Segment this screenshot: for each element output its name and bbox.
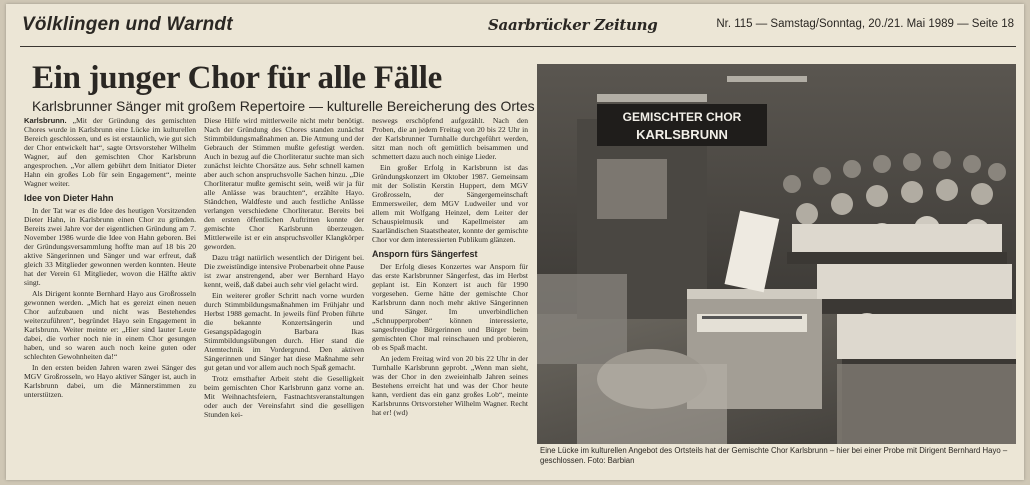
paragraph: An jedem Freitag wird von 20 bis 22 Uhr in der Turnhalle Karlsbrunn geprobt. „Wenn man sieht, was der Chor in den zweieinhalb Jahren seines Bestehens erreicht hat und was der Chor heute kann, verdient das ein ganz großes Lob“, meinte Karlsbrunns Ortsvorsteher Wilhelm Wagner. Recht hat er! (wd) <box>372 354 528 417</box>
dateline: Karlsbrunn. <box>24 116 67 125</box>
choir-rehearsal-image <box>537 64 1016 444</box>
masthead <box>6 4 1024 50</box>
paragraph: neswegs erschöpfend aufgezählt. Nach den Proben, die an jedem Freitag von 20 bis 22 Uhr in der Karlsbrunner Turnhalle durchgeführt werden, sitzt man noch oft gemütlich beisammen und schmettert dazu auch noch einige Lieder. <box>372 116 528 161</box>
subheadline: Karlsbrunner Sänger mit großem Repertoire — kulturelle Bereicherung des Ortes <box>32 98 535 114</box>
choir-photo <box>537 64 1016 444</box>
paragraph: Trotz ernsthafter Arbeit steht die Geselligkeit beim gemischten Chor Karlsbrunn ganz vorne an. Mit Weihnachtsfeiern, Fastnachtsveranstaltungen oder auch der Vereinsfahrt sind die geselligen Stunden kei- <box>204 374 364 419</box>
lead-paragraph <box>24 116 196 188</box>
paragraph: In den ersten beiden Jahren waren zwei Sänger des MGV Großrosseln, wo Hayo aktiver Sänger ist, auch in Karlsbrunn dabei, um die Männerstimmen zu unterstützen. <box>24 363 196 399</box>
masthead-rule <box>20 46 1016 47</box>
subheading-idee: Idee von Dieter Hahn <box>24 193 114 203</box>
lead-text: „Mit der Gründung des gemischten Chores wurde in Karlsbrunn eine Lücke im kulturellen Bereich geschlossen, und es ist erstaunlich, wie gut sich der Chor entwickelt hat“, sagte Ortsvorsteher Wilhelm Wagner, auf den gemischten Chor Karlsbrunn angesprochen. „Vor allem gebührt dem Initiator Dieter Hahn ein großes Lob für sein Engagement“, meinte Wagner weiter. <box>24 116 196 188</box>
article-column-1 <box>24 116 196 478</box>
paragraph: Ein weiterer großer Schritt nach vorne wurden durch Stimmbildungsmaßnahmen im Frühjahr und Herbst 1988 gemacht. In jeweils fünf Proben führte die bekannte Konzertsängerin und Gesangspädagogin Barbara Ikas Stimmbildungsübungen durch. Hier stand die Atemtechnik im Vordergrund. Den aktiven Sängerinnen und Sänger hat diese Maßnahme sehr gut getan und vor allem auch noch Spaß gemacht. <box>204 291 364 372</box>
newspaper-name: Saarbrücker Zeitung <box>488 16 658 34</box>
issue-line: Nr. 115 — Samstag/Sonntag, 20./21. Mai 1989 — Seite 18 <box>716 18 1014 30</box>
choir-banner-line2: KARLSBRUNN <box>636 127 728 142</box>
paragraph: Ein großer Erfolg in Karlsbrunn ist das Gründungskonzert im Oktober 1987. Gemeinsam mit der Solistin Kerstin Huppert, dem MGV Großrosseln, der Sängergemeinschaft Emmersweiler, dem MGV Ludweiler und vor allem mit Wolfgang Heinzel, dem Leiter der Schauspielmusik und Kapellmeister am Saarländischen Staatstheater, konnte der gemischte Chor vor dem interessierten Publikum glänzen. <box>372 163 528 244</box>
choir-banner-line1: GEMISCHTER CHOR <box>622 110 742 124</box>
subheading-ansporn: Ansporn fürs Sängerfest <box>372 249 478 259</box>
headline: Ein junger Chor für alle Fälle <box>32 60 442 96</box>
paragraph: Als Dirigent konnte Bernhard Hayo aus Großrosseln gewonnen werden. „Mich hat es gereizt einen neuen Chor aufzubauen und nicht was Bestehendes weiterzuführen“, begründet Hayo sein Engagement in Karlsbrunn. Weiter meinte er: „Hier sind lauter Leute dabei, die vorher noch nie in einem Chor gesungen haben, und so waren auch noch keine guten oder schlechten Gewohnheiten da!“ <box>24 289 196 361</box>
paragraph: Diese Hilfe wird mittlerweile nicht mehr benötigt. Nach der Gründung des Chores standen zunächst Stimmbildungsmaßnahmen an. Die Atmung und der Gebrauch der Stimmen mußte gefestigt werden. Auch in bezug auf die Chorliteratur suchte man sich zunächst leichte Chorsätze aus. Sehr schnell kamen aber auch schon anspruchsvolle Sachen hinzu. „Die Chorliteratur mußte gemischt sein, weiß wir ja für alle Anlässe was brauchten“, erzählte Hayo. Ständchen, Waldfeste und auch festliche Anlässe verlangen verschiedene Chorliteratur. Bereits bei den ersten öffentlichen Auftritten konnte der gemischte Chor Karlsbrunn überzeugen. Mittlerweile ist er ein anspruchsvoller Klangkörper geworden. <box>204 116 364 251</box>
section-title: Völklingen und Warndt <box>22 14 233 35</box>
article-column-2 <box>204 116 364 478</box>
photo-caption: Eine Lücke im kulturellen Angebot des Ortsteils hat der Gemischte Chor Karlsbrunn – hier bei einer Probe mit Dirigent Bernhard Hayo – geschlossen. Foto: Barbian <box>540 446 1008 465</box>
paragraph: Der Erfolg dieses Konzertes war Ansporn für das erste Karlsbrunner Sängerfest, das im Herbst geplant ist. Ein Konzert ist auch für 1990 vorgesehen. Gerne hätte der gemischte Chor Karlsbrunn dann noch mehr aktive Sängerinnen und Sänger. Im unverbindlichen „Schnupperproben“ können interessierte, sangesfreudige Bürgerinnen und Bürger beim gemischten Chor mal reinschauen und probieren, ob es Spaß macht. <box>372 262 528 352</box>
paragraph: In der Tat war es die Idee des heutigen Vorsitzenden Dieter Hahn, in Karlsbrunn einen Chor zu gründen. Bereits zwei Jahre vor der eigentlichen Gründung am 7. November 1986 wurde die Idee von Hahn geboren. Bei der Gründungsversammlung hoffte man auf 18 bis 20 aktive Sängerinnen und Sänger und war erfreut, daß gleich 33 Mitglieder gewonnen werden konnten. Heute hat der Verein 61 Mitglieder, wovon die Hälfte aktiv singt. <box>24 206 196 287</box>
newspaper-page <box>6 4 1024 480</box>
paragraph: Dazu trägt natürlich wesentlich der Dirigent bei. Die zweistündige intensive Probenarbeit ohne Pause ist zwar anstrengend, aber wer Bernhard Hayo kennt, weiß, daß dabei auch sehr viel gelacht wird. <box>204 253 364 289</box>
article-column-3 <box>372 116 528 478</box>
